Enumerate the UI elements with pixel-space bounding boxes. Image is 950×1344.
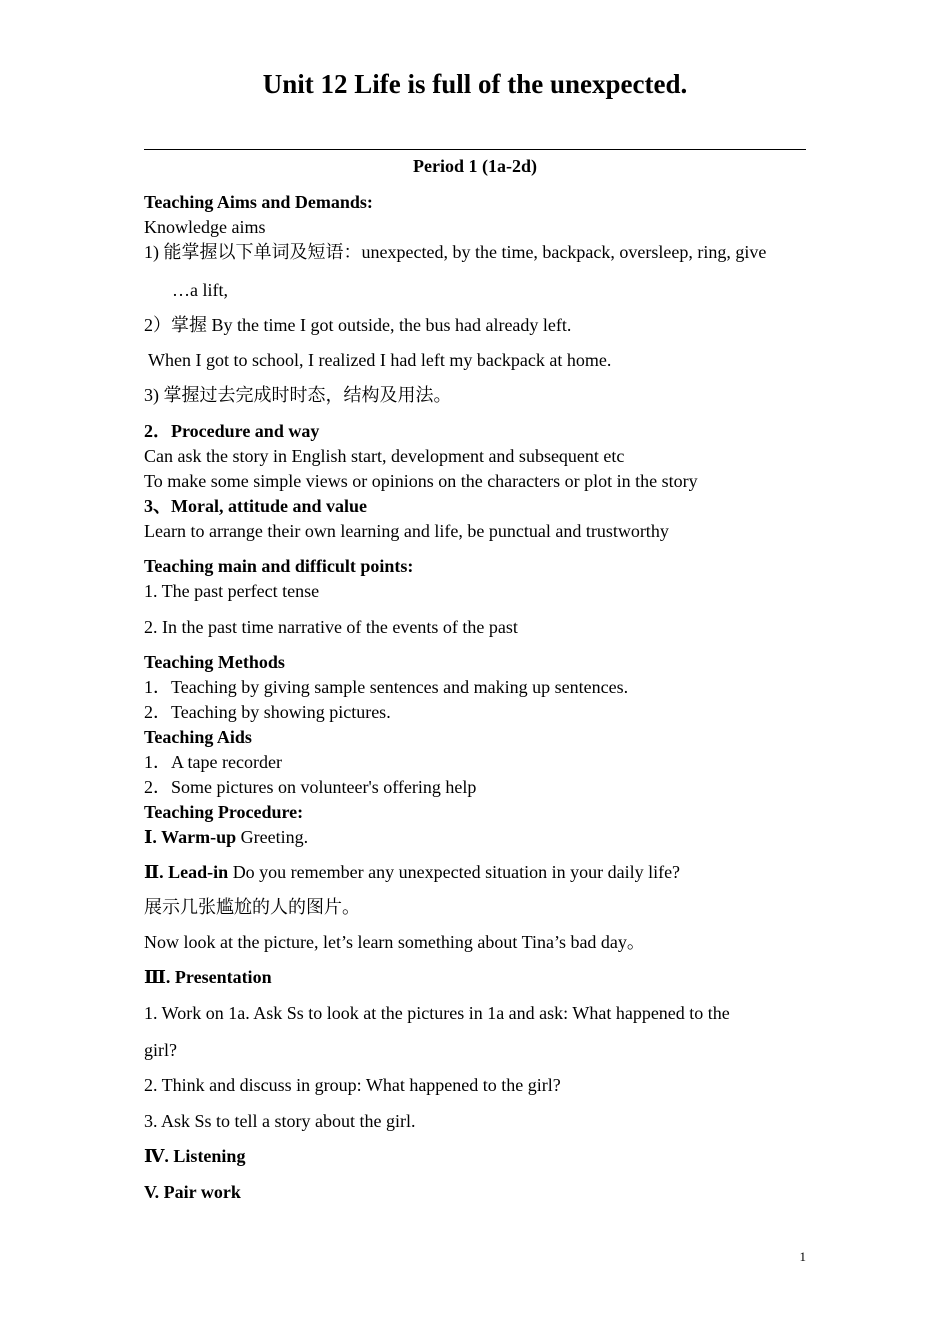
step-listening-heading: Ⅳ. Listening (144, 1146, 246, 1166)
presentation-2: 2. Think and discuss in group: What happened to the girl? (144, 1075, 561, 1095)
step-lead-in-chinese: 展示几张尴尬的人的图片。 (144, 897, 360, 917)
aim-2-line-1: 2）掌握 By the time I got outside, the bus had already left. (144, 315, 572, 335)
aims-heading: Teaching Aims and Demands: (144, 192, 373, 212)
title-divider (144, 149, 806, 150)
procedure-line-2: To make some simple views or opinions on the characters or plot in the story (144, 471, 698, 491)
step-pair-work-heading: V. Pair work (144, 1182, 241, 1202)
point-2: 2. In the past time narrative of the events of the past (144, 617, 518, 637)
procedure-line-1: Can ask the story in English start, development and subsequent etc (144, 446, 625, 466)
aim-3: 3) 掌握过去完成时时态，结构及用法。 (144, 385, 452, 405)
step-warm-up-heading: Ⅰ. Warm-up (144, 827, 237, 847)
procedure-steps-heading: Teaching Procedure: (144, 802, 304, 822)
presentation-1-line-1: 1. Work on 1a. Ask Ss to look at the pictures in 1a and ask: What happened to the (144, 1003, 730, 1023)
step-lead-in (144, 860, 814, 885)
points-heading: Teaching main and difficult points: (144, 556, 414, 576)
step-lead-in-heading: Ⅱ. Lead-in (144, 862, 229, 882)
moral-heading: 3、Moral, attitude and value (144, 496, 367, 516)
aid-1: 1．A tape recorder (144, 752, 282, 772)
page-number: 1 (799, 1249, 806, 1264)
aids-heading: Teaching Aids (144, 727, 252, 747)
document-title: Unit 12 Life is full of the unexpected. (262, 69, 688, 99)
period-heading: Period 1 (1a-2d) (413, 156, 537, 176)
methods-heading: Teaching Methods (144, 652, 285, 672)
step-lead-in-now: Now look at the picture, let’s learn something about Tina’s bad day。 (144, 932, 645, 952)
presentation-3: 3. Ask Ss to tell a story about the girl. (144, 1111, 416, 1131)
moral-line-1: Learn to arrange their own learning and life, be punctual and trustworthy (144, 521, 669, 541)
method-2: 2．Teaching by showing pictures. (144, 702, 391, 722)
aim-2-line-2: When I got to school, I realized I had left my backpack at home. (148, 350, 612, 370)
step-warm-up-text: Greeting. (236, 827, 309, 847)
step-lead-in-text: Do you remember any unexpected situation in your daily life? (228, 862, 681, 882)
step-presentation-heading: Ⅲ. Presentation (144, 967, 272, 987)
aim-1-line-2: …a lift, (172, 280, 228, 300)
aim-1-line-1: 1) 能掌握以下单词及短语：unexpected, by the time, backpack, oversleep, ring, give (144, 242, 767, 262)
point-1: 1. The past perfect tense (144, 581, 320, 601)
method-1: 1．Teaching by giving sample sentences and making up sentences. (144, 677, 629, 697)
knowledge-aims-label: Knowledge aims (144, 217, 266, 237)
procedure-heading: 2．Procedure and way (144, 421, 320, 441)
step-warm-up (144, 825, 814, 850)
presentation-1-line-2: girl? (144, 1040, 177, 1060)
aid-2: 2．Some pictures on volunteer's offering help (144, 777, 477, 797)
